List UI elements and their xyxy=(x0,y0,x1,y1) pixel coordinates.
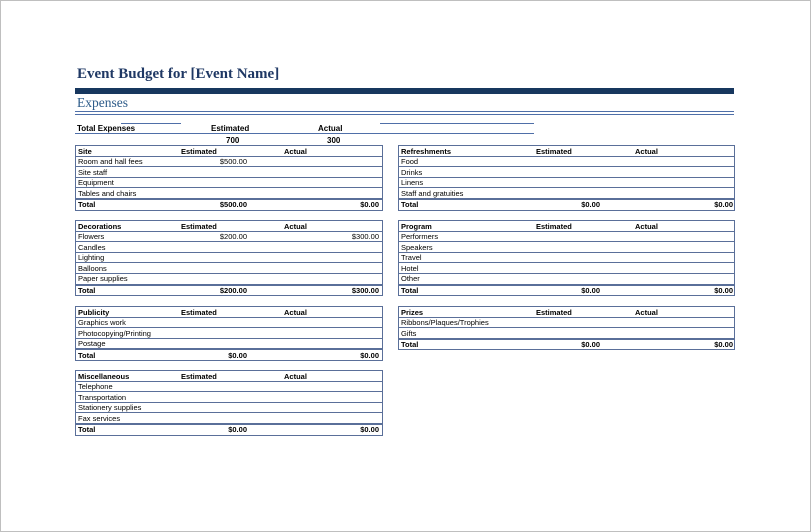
category-label: Refreshments xyxy=(401,146,452,156)
item-label: Total xyxy=(78,200,96,210)
summary-line-3 xyxy=(75,133,534,134)
item-label: Room and hall fees xyxy=(78,157,143,167)
actual-value: $0.00 xyxy=(360,200,379,210)
item-label: Performers xyxy=(401,232,439,242)
table-row xyxy=(399,263,734,274)
table-row xyxy=(76,178,382,189)
actual-value: $0.00 xyxy=(714,286,733,296)
estimated-header: Estimated xyxy=(181,371,217,381)
actual-header: Actual xyxy=(635,146,658,156)
table-row xyxy=(76,167,382,178)
refreshments-header-row xyxy=(399,146,734,157)
table-row xyxy=(76,188,382,199)
table-row xyxy=(399,274,734,285)
item-label: Total xyxy=(78,425,96,435)
item-label: Drinks xyxy=(401,167,423,177)
item-label: Total xyxy=(401,340,419,350)
table-row xyxy=(399,318,734,329)
miscellaneous-header-row xyxy=(76,371,382,382)
item-label: Staff and gratuities xyxy=(401,188,464,198)
estimated-header: Estimated xyxy=(181,221,217,231)
prizes-table xyxy=(398,306,735,350)
refreshments-table xyxy=(398,145,735,211)
actual-header: Actual xyxy=(284,221,307,231)
item-label: Linens xyxy=(401,178,424,188)
item-label: Balloons xyxy=(78,263,107,273)
actual-value: $300.00 xyxy=(351,286,379,296)
table-row xyxy=(76,318,382,329)
item-label: Candles xyxy=(78,242,106,252)
publicity-header-row xyxy=(76,307,382,318)
section-heading: Expenses xyxy=(77,95,128,110)
total-expenses-label: Total Expenses xyxy=(77,124,136,133)
item-label: Total xyxy=(78,350,96,360)
program-total-row xyxy=(399,285,734,296)
category-label: Site xyxy=(78,146,92,156)
item-label: Other xyxy=(401,274,420,284)
table-row xyxy=(76,253,382,264)
item-label: Site staff xyxy=(78,167,108,177)
table-row xyxy=(76,392,382,403)
estimated-value: $500.00 xyxy=(219,200,247,210)
miscellaneous-table xyxy=(75,370,383,436)
summary-line-1 xyxy=(121,123,181,124)
category-label: Miscellaneous xyxy=(78,371,130,381)
title-underline-bar xyxy=(75,88,734,94)
table-row xyxy=(76,263,382,274)
estimated-value: $0.00 xyxy=(581,200,600,210)
item-label: Ribbons/Plaques/Trophies xyxy=(401,318,489,328)
item-label: Postage xyxy=(78,339,106,349)
table-row xyxy=(76,232,382,243)
actual-value: $0.00 xyxy=(360,350,379,360)
estimated-header: Estimated xyxy=(536,146,572,156)
estimated-header: Estimated xyxy=(181,146,217,156)
estimated-header: Estimated xyxy=(536,221,572,231)
item-label: Photocopying/Printing xyxy=(78,328,151,338)
table-row xyxy=(399,157,734,168)
table-row xyxy=(399,232,734,243)
category-label: Publicity xyxy=(78,307,110,317)
section-rule-top xyxy=(75,111,734,112)
item-label: Lighting xyxy=(78,253,105,263)
refreshments-total-row xyxy=(399,199,734,210)
item-label: Gifts xyxy=(401,328,417,338)
table-row xyxy=(76,157,382,168)
item-label: Stationery supplies xyxy=(78,403,142,413)
table-row xyxy=(76,339,382,350)
item-label: Total xyxy=(401,286,419,296)
table-row xyxy=(76,413,382,424)
page-title: Event Budget for [Event Name] xyxy=(77,66,280,82)
site-total-row xyxy=(76,199,382,210)
table-row xyxy=(399,328,734,339)
site-header-row xyxy=(76,146,382,157)
prizes-total-row xyxy=(399,339,734,350)
table-row xyxy=(399,188,734,199)
actual-value: $0.00 xyxy=(714,340,733,350)
estimated-value: $500.00 xyxy=(219,157,247,167)
item-label: Fax services xyxy=(78,413,121,423)
item-label: Total xyxy=(78,286,96,296)
actual-header: Actual xyxy=(284,307,307,317)
estimated-value: $0.00 xyxy=(228,425,247,435)
miscellaneous-total-row xyxy=(76,424,382,435)
publicity-total-row xyxy=(76,349,382,360)
item-label: Flowers xyxy=(78,232,105,242)
total-actual-value: 300 xyxy=(327,136,341,145)
estimated-value: $200.00 xyxy=(219,232,247,242)
section-rule-bottom xyxy=(75,114,734,115)
table-row xyxy=(399,167,734,178)
total-estimated-value: 700 xyxy=(226,136,240,145)
item-label: Hotel xyxy=(401,263,419,273)
prizes-header-row xyxy=(399,307,734,318)
actual-header: Actual xyxy=(635,221,658,231)
actual-header: Actual xyxy=(284,146,307,156)
table-row xyxy=(399,242,734,253)
table-row xyxy=(76,274,382,285)
item-label: Tables and chairs xyxy=(78,188,137,198)
program-table xyxy=(398,220,735,296)
table-row xyxy=(76,382,382,393)
total-estimated-label: Estimated xyxy=(211,124,250,133)
category-label: Prizes xyxy=(401,307,424,317)
item-label: Graphics work xyxy=(78,318,126,328)
estimated-header: Estimated xyxy=(536,307,572,317)
table-row xyxy=(76,242,382,253)
category-label: Program xyxy=(401,221,432,231)
summary-line-2 xyxy=(380,123,534,124)
item-label: Food xyxy=(401,157,419,167)
total-actual-label: Actual xyxy=(318,124,343,133)
table-row xyxy=(399,178,734,189)
estimated-value: $200.00 xyxy=(219,286,247,296)
publicity-table xyxy=(75,306,383,361)
actual-value: $0.00 xyxy=(714,200,733,210)
item-label: Speakers xyxy=(401,242,433,252)
category-label: Decorations xyxy=(78,221,122,231)
table-row xyxy=(399,253,734,264)
actual-header: Actual xyxy=(635,307,658,317)
item-label: Telephone xyxy=(78,382,113,392)
decorations-header-row xyxy=(76,221,382,232)
item-label: Paper supplies xyxy=(78,274,128,284)
table-row xyxy=(76,328,382,339)
estimated-header: Estimated xyxy=(181,307,217,317)
item-label: Total xyxy=(401,200,419,210)
item-label: Travel xyxy=(401,253,422,263)
decorations-table xyxy=(75,220,383,296)
table-row xyxy=(76,403,382,414)
site-table xyxy=(75,145,383,211)
estimated-value: $0.00 xyxy=(228,350,247,360)
actual-value: $300.00 xyxy=(351,232,379,242)
actual-header: Actual xyxy=(284,371,307,381)
estimated-value: $0.00 xyxy=(581,340,600,350)
decorations-total-row xyxy=(76,285,382,296)
actual-value: $0.00 xyxy=(360,425,379,435)
item-label: Equipment xyxy=(78,178,114,188)
item-label: Transportation xyxy=(78,392,127,402)
program-header-row xyxy=(399,221,734,232)
estimated-value: $0.00 xyxy=(581,286,600,296)
